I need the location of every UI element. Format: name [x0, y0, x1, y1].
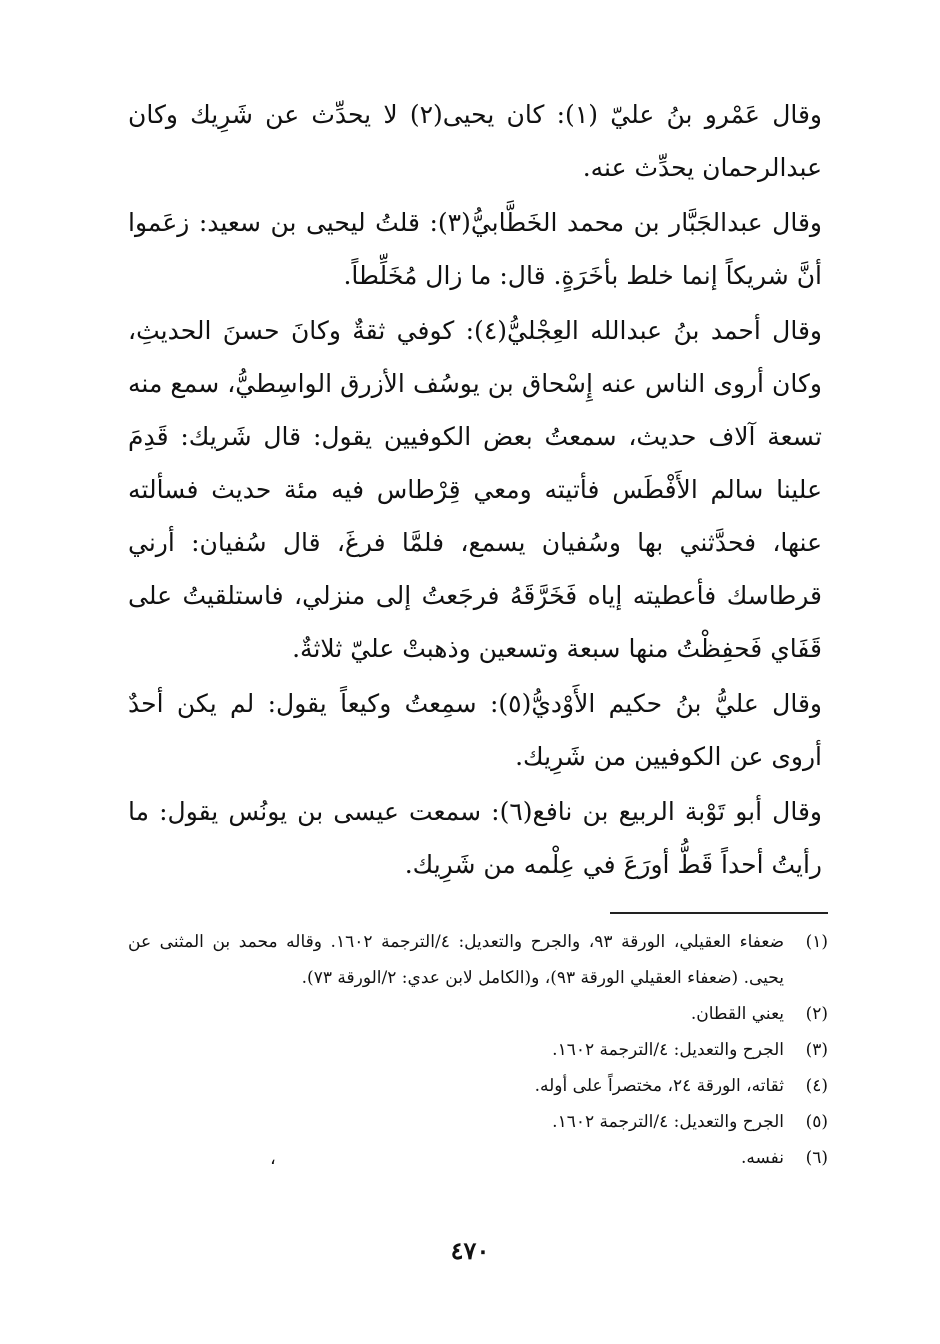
footnote-text: الجرح والتعديل: ٤/الترجمة ١٦٠٢. — [552, 1040, 784, 1060]
main-text-body — [128, 88, 822, 893]
footnote-item — [128, 1032, 828, 1068]
footnote-text: الجرح والتعديل: ٤/الترجمة ١٦٠٢. — [552, 1112, 784, 1132]
footnote-number: (٤) — [805, 1076, 828, 1096]
footnote-number: (٥) — [805, 1112, 828, 1132]
footnote-number: (٢) — [805, 1004, 828, 1024]
paragraph-ahmad-al-ijli: وقال أحمد بنُ عبدالله العِجْليُّ(٤): كوفي ثقةٌ وكانَ حسنَ الحديثِ، وكان أروى الناس عنه إِسْحاق بن يوسُف الأزرق الواسِطيُّ، سمع منه تسعة آلاف حديث، سمعتُ بعض الكوفيين يقول: قال شَريك: قَدِمَ علينا سالم الأَفْطَس فأتيته ومعي قِرْطاس فيه مئة حديث فسألته عنها، فحدَّثني بها وسُفيان يسمع، فلمَّا فرغَ، قال سُفيان: أرني قرطاسك فأعطيته إياه فَخَرَّقَهُ فرجَعتُ إلى منزلي، فاستلقيتُ على قَفَاي فَحفِظْتُ منها سبعة وتسعين وذهبتْ عليّ ثلاثةٌ. — [128, 316, 822, 663]
footnote-number: (٣) — [805, 1040, 828, 1060]
footnote-divider — [610, 912, 828, 914]
footnote-item — [128, 1068, 828, 1104]
footnote-item — [128, 924, 828, 996]
stray-comma-mark: ، — [270, 1148, 276, 1169]
footnote-text: ضعفاء العقيلي، الورقة ٩٣، والجرح والتعديل: ٤/الترجمة ١٦٠٢. وقاله محمد بن المثنى عن يحيى. (ضعفاء العقيلي الورقة ٩٣)، و(الكامل لابن عدي: ٢/الورقة ٧٣). — [128, 932, 785, 988]
footnote-item — [128, 996, 828, 1032]
footnote-text: يعني القطان. — [690, 1004, 784, 1024]
paragraph-amr-bin-ali: وقال عَمْرو بنُ عليّ (١): كان يحيى(٢) لا يحدِّث عن شَرِيك وكان عبدالرحمان يحدِّث عنه. — [128, 100, 822, 182]
footnote-item — [128, 1140, 828, 1176]
footnote-number: (١) — [805, 932, 828, 952]
footnote-item — [128, 1104, 828, 1140]
paragraph-abdul-jabbar: وقال عبدالجَبَّار بن محمد الخَطَّابيُّ(٣): قلتُ ليحيى بن سعيد: زعَموا أنَّ شريكاً إنما خلط بأخَرَةٍ. قال: ما زال مُخَلِّطاً. — [128, 208, 822, 290]
footnotes-section — [128, 924, 828, 1176]
footnote-number: (٦) — [805, 1148, 828, 1168]
footnote-text: نفسه. — [740, 1148, 784, 1168]
footnote-text: ثقاته، الورقة ٢٤، مختصراً على أوله. — [534, 1076, 784, 1096]
page-number: ٤٧٠ — [450, 1236, 490, 1265]
paragraph-abu-tawba: وقال أبو تَوْبة الربيع بن نافع(٦): سمعت عيسى بن يونُس يقول: ما رأيتُ أحداً قَطُّ أورَعَ في عِلْمه من شَرِيك. — [128, 797, 822, 879]
paragraph-ali-bin-hakim: وقال عليُّ بنُ حكيم الأَوْديُّ(٥): سمِعتُ وكيعاً يقول: لم يكن أحدٌ أروى عن الكوفيين من شَرِيك. — [128, 689, 822, 771]
